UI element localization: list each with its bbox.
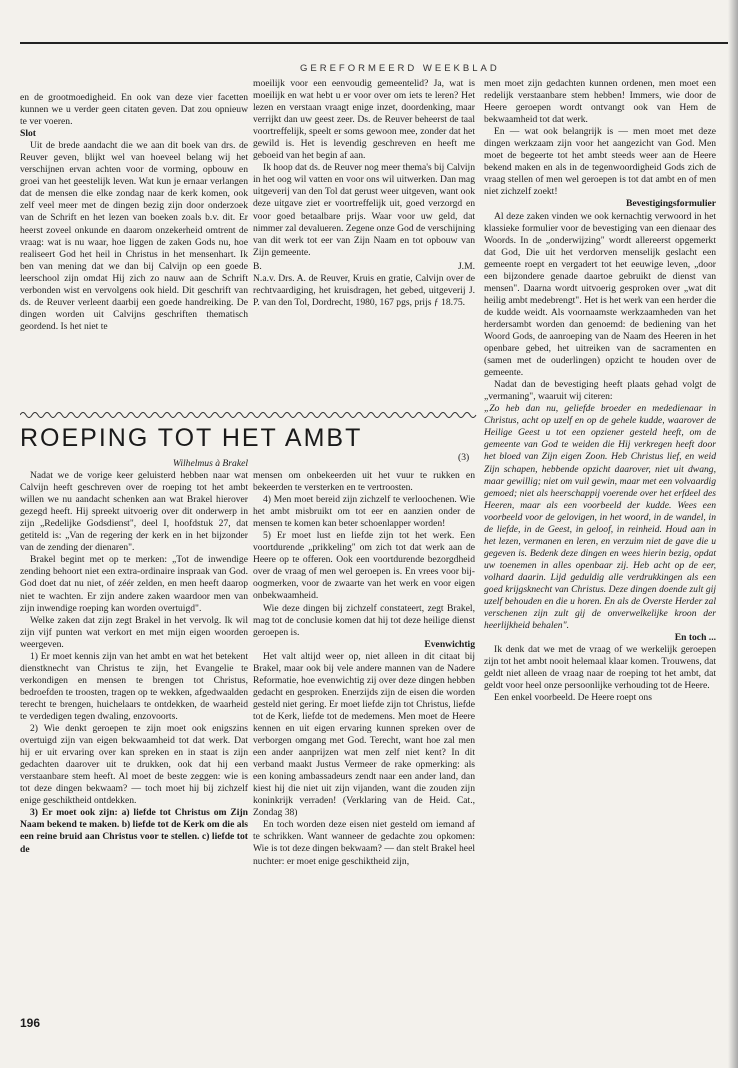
- review-paragraph: moeilijk voor een eenvoudig gemeentelid? Ja, wat is moeilijk en wat hebt u er voor over om iets te leren? Het lezen en verstaan vraagt enige inzet, doordenking, maar verrijkt dan uw geest zeer. Ds. de Reuver beheerst de taal voortreffelijk, speelt er soms gewoon mee, zonder dat het gewild is. Het is levendig geschreven en heeft me geboeid van het begin af aan.: [253, 78, 475, 162]
- wavy-divider: [20, 410, 480, 420]
- article-paragraph: 3) Er moet ook zijn: a) liefde tot Christus om Zijn Naam bekend te maken. b) liefde tot de Kerk om die als een reine bruid aan Christus voor te stellen. c) liefde tot de: [20, 807, 248, 855]
- review-column-2: [253, 78, 475, 309]
- review-heading-slot: Slot: [20, 128, 36, 140]
- review-paragraph: Ik hoop dat ds. de Reuver nog meer thema's bij Calvijn in het oog wil vatten en voor ons wil uitwerken. Dan mag uitgeverij van den Tol dat gerust weer uitgeven, want ook deze uitgave ziet er voortreffelijk uit, goed verzorgd en voor goed betaalbare prijs. Waar voor uw geld, dat nimmer zal devalueren. Zegene onze God de verschijning van dit werk tot eer van Zijn Naam en tot opbouw van Zijn gemeente.: [253, 162, 475, 258]
- article-author: Wilhelmus à Brakel: [172, 458, 248, 469]
- article-paragraph: 5) Er moet lust en liefde zijn tot het werk. Een voortdurende „prikkeling" om zich tot dat werk aan de Heere op te offeren. Ook een voortdurende bezorgdheid over de vraag of men wel geroepen is. En vrees voor bij-oogmerken, voor de zwaarte van het werk en voor eigen onbekwaamheid.: [253, 530, 475, 602]
- article-paragraph: En — wat ook belangrijk is — men moet met deze dingen werkzaam zijn voor het aangezicht van God. Men moet de begeerte tot het ambt steeds weer aan de Heere bekend maken en als in de tegenwoordigheid Gods zich de vraag stellen of men wel geroepen is tot dat ambt en of men niet zichzelf zoekt!: [484, 126, 716, 198]
- signature-right: J.M.: [457, 260, 475, 272]
- article-paragraph: Welke zaken dat zijn zegt Brakel in het vervolg. Ik wil zijn vijf punten wat verkort en met mijn eigen woorden weergeven.: [20, 614, 248, 650]
- page-edge-shadow: [728, 0, 738, 1068]
- article-paragraph: En toch worden deze eisen niet gesteld om iemand af te schrikken. Want wanneer de gedachte zou opkomen: Wie is tot deze dingen bekwaam? — dan stelt Brakel heel nuchter: er moet enige geschiktheid zijn,: [253, 819, 475, 867]
- subheading-bevestigingsformulier: Bevestigingsformulier: [625, 198, 716, 210]
- review-book-details: N.a.v. Drs. A. de Reuver, Kruis en gratie, Calvijn over de rechtvaardiging, het kruisdragen, het gebed, uitgeverij J. P. van den Tol, Dordrecht, 1980, 167 pgs, prijs ƒ 18.75.: [253, 272, 475, 308]
- subheading-en-toch: En toch ...: [674, 632, 716, 644]
- article-paragraph: Nadat dan de bevestiging heeft plaats gehad volgt de „vermaning", waaruit wij citeren:: [484, 379, 716, 403]
- article-paragraph: men moet zijn gedachten kunnen ordenen, men moet een redelijk verstaanbare stem hebben! Immers, wie door de Heere geroepen wordt ontvangt ook van Hem de bekwaamheid tot dat werk.: [484, 78, 716, 126]
- article-paragraph: 4) Men moet bereid zijn zichzelf te verloochenen. Wie het ambt misbruikt om tot eer en aanzien onder de mensen te komen kan beter schoenlapper worden!: [253, 494, 475, 530]
- masthead: GEREFORMEERD WEEKBLAD: [300, 63, 500, 74]
- article-paragraph: Het valt altijd weer op, niet alleen in dit citaat bij Brakel, maar ook bij vele andere mannen van de Nadere Reformatie, hoe evenwichtig zij over deze dingen hebben gedacht en gesproken. Enerzijds zijn de eisen die worden gesteld niet gering. Er moet liefde zijn tot Christus, liefde tot de Kerk, liefde tot de medemens. Men moet de Heere kennen en uit eigen ervaring kunnen spreken over de verborgen omgang met God. Terecht, want hoe zal men een ander aanprijzen wat men zelf niet kent? In dit verband maakt Justus Vermeer de rake opmerking: als een koning ambassadeurs zendt naar een ander land, dan kiest hij die niet uit zijn vijanden, want die zouden zijn koninkrijk verraden! (Verklaring van de Heid. Cat., Zondag 38): [253, 650, 475, 819]
- article-paragraph: Al deze zaken vinden we ook kernachtig verwoord in het klassieke formulier voor de bevestiging van een dienaar des Woords. In de „onderwijzing" wordt allereerst opgemerkt dat God, Die uit het verdorven menselijk geslacht een gemeente roept en vergadert tot het eeuwige leven, „door een bijzondere genade daartoe gebruikt de dienst van mensen". Daarna wordt uitvoerig gesproken over „wat dit heilig ambt medebrengt". Het is het werk van een herder die de kudde weidt. Als voornaamste werkzaamheden van het herdersambt worden dan genoemd: de bediening van het Woord Gods, de aanroeping van de Naam des Heeren in het openbare gebed, het uitreiken van de sacramenten en (samen met de ouderlingen) opzicht te houden over de gemeente.: [484, 210, 716, 379]
- review-column-1: [20, 92, 248, 333]
- article-paragraph: Wie deze dingen bij zichzelf constateert, zegt Brakel, mag tot de conclusie komen dat hij tot deze heilige dienst geroepen is.: [253, 602, 475, 638]
- article-paragraph: Een enkel voorbeeld. De Heere roept ons: [494, 692, 652, 704]
- top-rule: [20, 42, 732, 44]
- article-column-2: [253, 470, 475, 868]
- article-title: ROEPING TOT HET AMBT: [20, 424, 363, 452]
- article-paragraph: Ik denk dat we met de vraag of we werkelijk geroepen zijn tot het ambt nooit helemaal klaar komen. Trouwens, dat geldt niet alleen de vraag naar de roeping tot het ambt, dat geldt voor heel onze persoonlijke verhouding tot de Heere.: [484, 644, 716, 692]
- article-part-number: (3): [458, 452, 470, 463]
- article-paragraph: Brakel begint met op te merken: „Tot de inwendige zending behoort niet een extra-ordinaire inspraak van God. God doet dat nu niet, of zéér zelden, en men heeft daarop niet te wachten. Er zijn andere zaken waardoor men van zijn inwendige roeping kan worden overtuigd".: [20, 554, 248, 614]
- review-paragraph: en de grootmoedigheid. En ook van deze vier facetten kunnen we u verder geen citaten geven. Dat zou opnieuw te ver voeren.: [20, 92, 248, 128]
- review-paragraph: Uit de brede aandacht die we aan dit boek van drs. de Reuver geven, blijkt wel van hoeveel belang wij het verschijnen ervan achten voor de vorming, opbouw en groei van het geestelijk leven. Wat kun je ernaar verlangen dat de mensen die elke zondag naar de kerk komen, ook zelf veel meer met de dingen bezig zijn door onderzoek van de Schrift en het lezen van boeken zoals b.v. dit. Er heerst zoveel onkunde en daarom onzekerheid omtrent de vraag: wat is nu waar, hoe liggen de zaken Gods nu, hoe realiseert God het heil in Christus in het mensenhart. Ik ben van mening dat we dan bij Calvijn op een goede leerschool zijn omdat Hij zich zo nauw aan de Schrift verbonden wist en vervolgens ook hield. Dit geschrift van ds. de Reuver verleent daarbij een goede handreiking. De dingen worden uit Calvijns geschriften thematisch geordend. Is het niet te: [20, 140, 248, 332]
- article-paragraph: 2) Wie denkt geroepen te zijn moet ook enigszins overtuigd zijn van eigen bekwaamheid tot dat werk. Dat hij er uit ervaring over kan spreken en in staat is zijn gedachten daarover uit te drukken, ook dat hij een verstaanbare stem heeft. Al moet de beste zeggen: wie is tot deze dingen bekwaam? — toch moet hij bij zichzelf enige geschiktheid ontdekken.: [20, 723, 248, 807]
- article-paragraph: Nadat we de vorige keer geluisterd hebben naar wat Calvijn heeft geschreven over de roeping tot het ambt willen we nu aandacht schenken aan wat Brakel hierover gezegd heeft. Hij spreekt uitvoerig over dit onderwerp in zijn „Redelijke Godsdienst", deel I, hoofdstuk 27, dat getiteld is: „Van de regering der kerk en in het bijzonder van de zending der dienaren".: [20, 470, 248, 554]
- article-paragraph: 1) Er moet kennis zijn van het ambt en wat het betekent dienstknecht van Christus te zijn, het Evangelie te verkondigen en mensen te brengen tot Christus, bedroefden te troosten, tragen op te wekken, afgedwaalden terecht te brengen, huichelaars te ontdekken, de waarheid te verdedigen tegen dwaling, enzovoorts.: [20, 650, 248, 722]
- block-quote: „Zo heb dan nu, geliefde broeder en mededienaar in Christus, acht op uzelf en op de gehele kudde, waarover de Heilige Geest u tot een opziener gesteld heeft, om de gemeente van God te weiden die Hij verkregen heeft door het bloed van Zijn eigen Zoon. Heb Christus lief, en weid Zijn schapen, hebbende opzicht daarover, niet uit dwang, maar gewillig; niet om vuil gewin, maar met een volvaardig gemoed; niet als heerschappij voerende over het erfdeel des Heeren, maar als een voorbeeld der kudde. Wees een voorbeeld voor de gelovigen, in het woord, in de wandel, in de liefde, in de Geest, in geloof, in reinheid. Houd aan in het lezen, vermanen en leren, en verzuim niet de gave die u gegeven is. Bedenk deze dingen en wees hierin bezig, opdat uw toenemen in alles openbaar zij. Heb acht op de eer, volhard daarin. Lijd geduldig alle verdrukkingen als een goed krijgsknecht van Christus. Deze dingen doende zult gij uzelf behouden en die u horen. En als de Overste Herder zal verschenen zijn zult gij de onverwelkelijke kroon der heerlijkheid behalen".: [484, 403, 716, 632]
- page-number: 196: [20, 1016, 41, 1030]
- subheading-evenwichtig: Evenwichtig: [424, 638, 475, 650]
- article-column-1: [20, 458, 248, 856]
- review-signature: [253, 261, 475, 273]
- article-paragraph: mensen om onbekeerden uit het vuur te rukken en bekeerden te versterken en te vertroosten.: [253, 470, 475, 494]
- article-column-3: [484, 78, 716, 704]
- signature-left: B.: [253, 260, 262, 272]
